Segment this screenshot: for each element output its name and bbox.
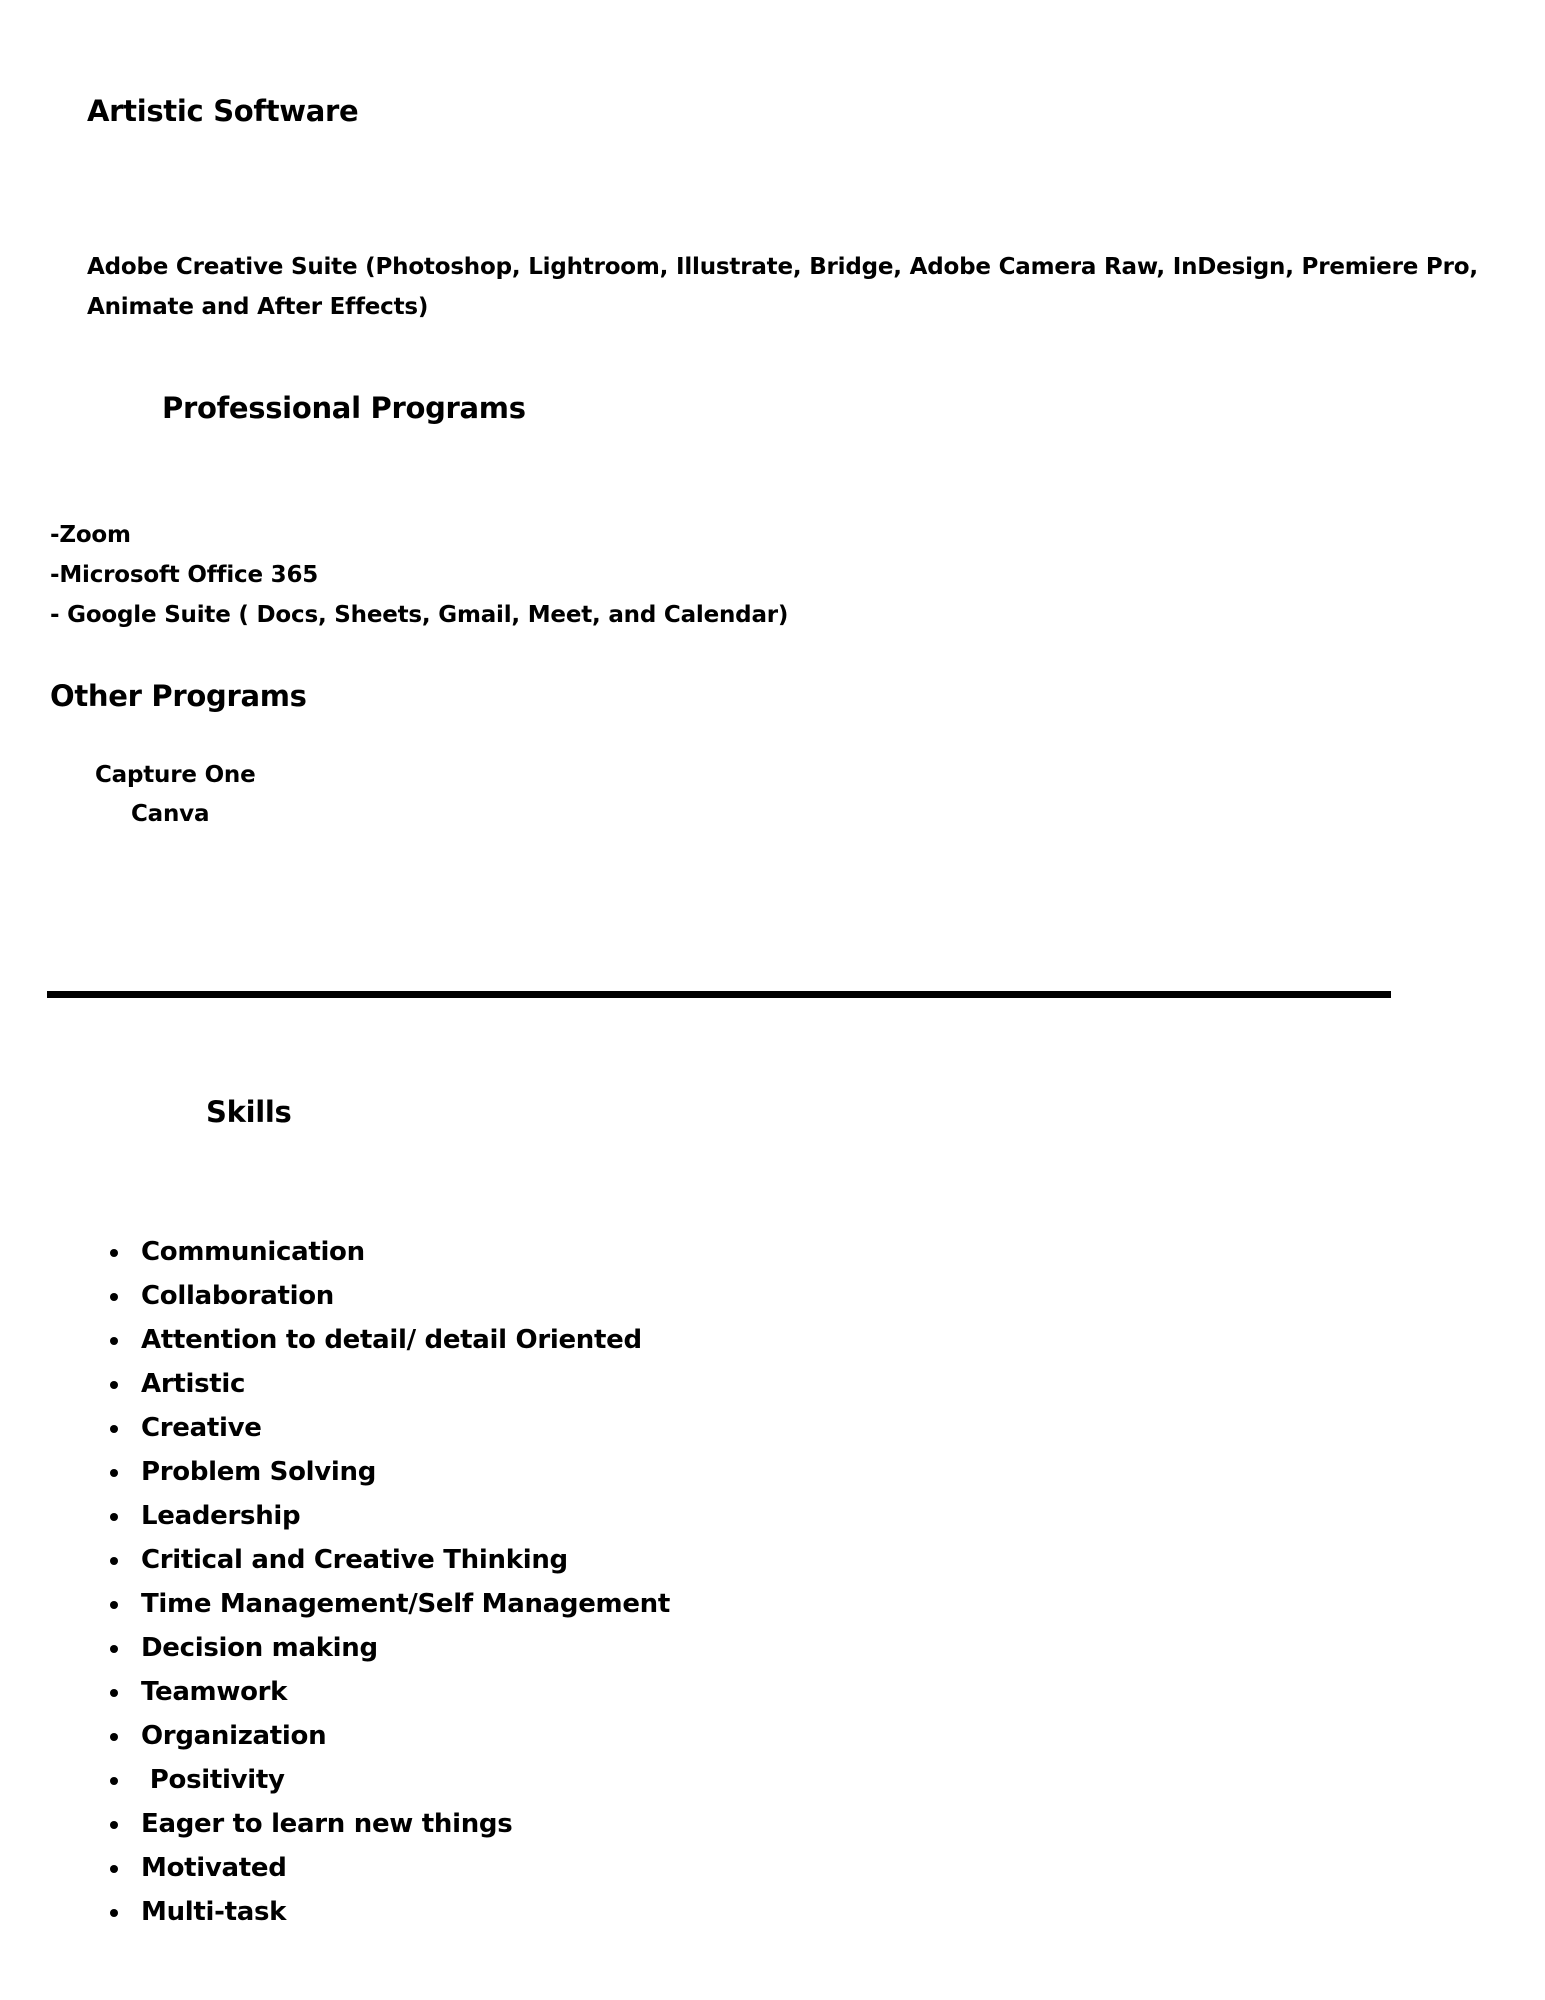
skill-label: Time Management/Self Management	[141, 1589, 671, 1619]
bullet-icon	[110, 1777, 118, 1785]
skill-label: Decision making	[141, 1633, 378, 1663]
section-divider	[47, 991, 1391, 998]
skill-item	[108, 1582, 670, 1626]
skill-item	[108, 1714, 670, 1758]
skill-item	[108, 1802, 670, 1846]
skill-label: Collaboration	[141, 1281, 334, 1311]
skill-label: Organization	[141, 1721, 327, 1751]
artistic-software-heading: Artistic Software	[87, 94, 359, 128]
bullet-icon	[110, 1733, 118, 1741]
adobe-creative-suite-text: Adobe Creative Suite (Photoshop, Lightroom, Illustrate, Bridge, Adobe Camera Raw, InDesign, Premiere Pro, Animate and After Effects)	[87, 254, 1478, 320]
skill-item	[108, 1318, 670, 1362]
skill-label: Artistic	[141, 1369, 246, 1399]
bullet-icon	[110, 1557, 118, 1565]
skill-item	[108, 1670, 670, 1714]
bullet-icon	[110, 1865, 118, 1873]
skill-label: Attention to detail/ detail Oriented	[141, 1325, 642, 1355]
skill-label: Eager to learn new things	[141, 1809, 513, 1839]
skill-label: Creative	[141, 1413, 262, 1443]
skills-heading: Skills	[206, 1095, 292, 1129]
skill-item	[108, 1230, 670, 1274]
professional-programs-heading: Professional Programs	[162, 391, 526, 425]
bullet-icon	[110, 1821, 118, 1829]
skill-item	[108, 1362, 670, 1406]
skill-item	[108, 1626, 670, 1670]
bullet-icon	[110, 1293, 118, 1301]
skill-item	[108, 1494, 670, 1538]
other-programs-heading: Other Programs	[50, 679, 307, 713]
program-item-zoom: -Zoom	[50, 522, 131, 548]
skill-label: Communication	[141, 1237, 365, 1267]
bullet-icon	[110, 1249, 118, 1257]
skills-list	[108, 1230, 670, 1934]
bullet-icon	[110, 1513, 118, 1521]
skill-item	[108, 1758, 670, 1802]
skill-item	[108, 1846, 670, 1890]
bullet-icon	[110, 1469, 118, 1477]
bullet-icon	[110, 1425, 118, 1433]
skill-item	[108, 1538, 670, 1582]
skill-item	[108, 1890, 670, 1934]
skill-item	[108, 1450, 670, 1494]
skill-label: Critical and Creative Thinking	[141, 1545, 568, 1575]
skill-label: Multi-task	[141, 1897, 287, 1927]
other-program-capture-one: Capture One	[95, 762, 256, 788]
bullet-icon	[110, 1689, 118, 1697]
skill-item	[108, 1274, 670, 1318]
bullet-icon	[110, 1909, 118, 1917]
program-item-google-suite: - Google Suite ( Docs, Sheets, Gmail, Meet, and Calendar)	[50, 602, 789, 628]
bullet-icon	[110, 1601, 118, 1609]
skill-label: Problem Solving	[141, 1457, 377, 1487]
professional-programs-list	[50, 515, 788, 635]
skill-label: Positivity	[141, 1765, 285, 1795]
skill-label: Motivated	[141, 1853, 287, 1883]
skill-item	[108, 1406, 670, 1450]
other-program-canva: Canva	[131, 801, 210, 827]
bullet-icon	[110, 1337, 118, 1345]
bullet-icon	[110, 1645, 118, 1653]
bullet-icon	[110, 1381, 118, 1389]
skill-label: Teamwork	[141, 1677, 288, 1707]
skill-label: Leadership	[141, 1501, 301, 1531]
program-item-microsoft-office: -Microsoft Office 365	[50, 562, 319, 588]
